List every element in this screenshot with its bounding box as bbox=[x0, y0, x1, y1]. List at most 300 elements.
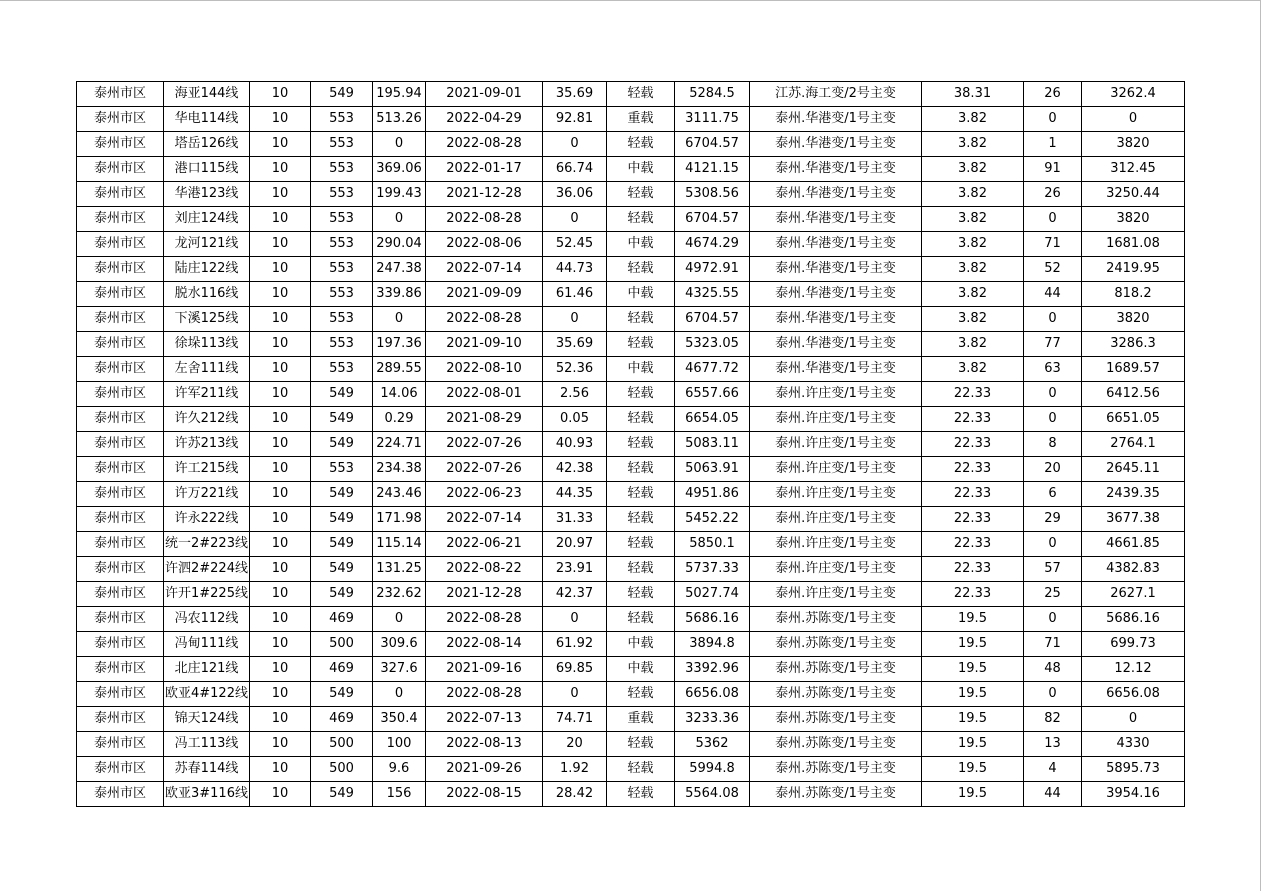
line-name-cell: 华电114线 bbox=[164, 107, 250, 132]
table-row bbox=[77, 657, 1185, 682]
remaining-cell: 3250.44 bbox=[1082, 182, 1185, 207]
substation-cell: 泰州.许庄变/1号主变 bbox=[750, 432, 922, 457]
voltage-cell: 10 bbox=[250, 707, 311, 732]
remaining-cell: 1689.57 bbox=[1082, 357, 1185, 382]
date-cell: 2022-08-28 bbox=[426, 307, 543, 332]
voltage-cell: 10 bbox=[250, 457, 311, 482]
table-row bbox=[77, 632, 1185, 657]
load-status-cell: 轻载 bbox=[607, 407, 675, 432]
capacity-cell: 549 bbox=[311, 507, 373, 532]
available-capacity-cell: 5308.56 bbox=[675, 182, 750, 207]
date-cell: 2022-08-14 bbox=[426, 632, 543, 657]
load-status-cell: 轻载 bbox=[607, 782, 675, 807]
table-row bbox=[77, 182, 1185, 207]
capacity-cell: 549 bbox=[311, 782, 373, 807]
capacity-cell: 553 bbox=[311, 157, 373, 182]
date-cell: 2022-08-22 bbox=[426, 557, 543, 582]
capacity-cell: 553 bbox=[311, 307, 373, 332]
line-name-cell: 陆庄122线 bbox=[164, 257, 250, 282]
voltage-cell: 10 bbox=[250, 257, 311, 282]
load-cell: 9.6 bbox=[373, 757, 426, 782]
line-name-cell: 左舍111线 bbox=[164, 357, 250, 382]
line-name-cell: 徐垛113线 bbox=[164, 332, 250, 357]
table-row bbox=[77, 557, 1185, 582]
substation-cell: 泰州.苏陈变/1号主变 bbox=[750, 682, 922, 707]
substation-value-cell: 3.82 bbox=[922, 207, 1024, 232]
table-row bbox=[77, 732, 1185, 757]
date-cell: 2021-09-09 bbox=[426, 282, 543, 307]
voltage-cell: 10 bbox=[250, 232, 311, 257]
count-cell: 44 bbox=[1024, 282, 1082, 307]
region-cell: 泰州市区 bbox=[77, 282, 164, 307]
substation-cell: 泰州.华港变/1号主变 bbox=[750, 232, 922, 257]
region-cell: 泰州市区 bbox=[77, 582, 164, 607]
load-cell: 234.38 bbox=[373, 457, 426, 482]
available-capacity-cell: 6704.57 bbox=[675, 207, 750, 232]
voltage-cell: 10 bbox=[250, 107, 311, 132]
load-rate-cell: 28.42 bbox=[543, 782, 607, 807]
date-cell: 2022-08-06 bbox=[426, 232, 543, 257]
voltage-cell: 10 bbox=[250, 482, 311, 507]
load-status-cell: 轻载 bbox=[607, 182, 675, 207]
load-cell: 0 bbox=[373, 207, 426, 232]
voltage-cell: 10 bbox=[250, 432, 311, 457]
capacity-cell: 500 bbox=[311, 632, 373, 657]
line-name-cell: 冯甸111线 bbox=[164, 632, 250, 657]
available-capacity-cell: 6704.57 bbox=[675, 132, 750, 157]
region-cell: 泰州市区 bbox=[77, 657, 164, 682]
substation-value-cell: 38.31 bbox=[922, 82, 1024, 107]
remaining-cell: 5895.73 bbox=[1082, 757, 1185, 782]
substation-cell: 泰州.许庄变/1号主变 bbox=[750, 507, 922, 532]
substation-value-cell: 3.82 bbox=[922, 282, 1024, 307]
date-cell: 2022-04-29 bbox=[426, 107, 543, 132]
count-cell: 4 bbox=[1024, 757, 1082, 782]
available-capacity-cell: 5323.05 bbox=[675, 332, 750, 357]
available-capacity-cell: 3894.8 bbox=[675, 632, 750, 657]
load-rate-cell: 61.92 bbox=[543, 632, 607, 657]
remaining-cell: 699.73 bbox=[1082, 632, 1185, 657]
count-cell: 71 bbox=[1024, 232, 1082, 257]
voltage-cell: 10 bbox=[250, 732, 311, 757]
region-cell: 泰州市区 bbox=[77, 482, 164, 507]
substation-value-cell: 3.82 bbox=[922, 307, 1024, 332]
load-status-cell: 轻载 bbox=[607, 207, 675, 232]
capacity-cell: 553 bbox=[311, 257, 373, 282]
remaining-cell: 4330 bbox=[1082, 732, 1185, 757]
capacity-cell: 549 bbox=[311, 557, 373, 582]
substation-value-cell: 3.82 bbox=[922, 232, 1024, 257]
line-name-cell: 刘庄124线 bbox=[164, 207, 250, 232]
remaining-cell: 3820 bbox=[1082, 207, 1185, 232]
voltage-cell: 10 bbox=[250, 607, 311, 632]
date-cell: 2021-09-16 bbox=[426, 657, 543, 682]
voltage-cell: 10 bbox=[250, 307, 311, 332]
voltage-cell: 10 bbox=[250, 182, 311, 207]
table-row bbox=[77, 282, 1185, 307]
load-cell: 289.55 bbox=[373, 357, 426, 382]
count-cell: 63 bbox=[1024, 357, 1082, 382]
region-cell: 泰州市区 bbox=[77, 507, 164, 532]
substation-value-cell: 22.33 bbox=[922, 532, 1024, 557]
load-cell: 115.14 bbox=[373, 532, 426, 557]
capacity-cell: 553 bbox=[311, 232, 373, 257]
voltage-cell: 10 bbox=[250, 382, 311, 407]
capacity-cell: 553 bbox=[311, 132, 373, 157]
count-cell: 13 bbox=[1024, 732, 1082, 757]
load-status-cell: 重载 bbox=[607, 107, 675, 132]
load-rate-cell: 52.36 bbox=[543, 357, 607, 382]
load-rate-cell: 0 bbox=[543, 607, 607, 632]
voltage-cell: 10 bbox=[250, 757, 311, 782]
load-status-cell: 中载 bbox=[607, 282, 675, 307]
date-cell: 2022-08-15 bbox=[426, 782, 543, 807]
load-rate-cell: 0 bbox=[543, 132, 607, 157]
substation-value-cell: 22.33 bbox=[922, 557, 1024, 582]
remaining-cell: 312.45 bbox=[1082, 157, 1185, 182]
date-cell: 2022-07-26 bbox=[426, 432, 543, 457]
available-capacity-cell: 5284.5 bbox=[675, 82, 750, 107]
substation-value-cell: 22.33 bbox=[922, 582, 1024, 607]
region-cell: 泰州市区 bbox=[77, 332, 164, 357]
capacity-cell: 500 bbox=[311, 757, 373, 782]
line-name-cell: 统一2#223线 bbox=[164, 532, 250, 557]
load-rate-cell: 0 bbox=[543, 307, 607, 332]
line-name-cell: 许永222线 bbox=[164, 507, 250, 532]
substation-value-cell: 19.5 bbox=[922, 607, 1024, 632]
table-row bbox=[77, 432, 1185, 457]
substation-cell: 泰州.许庄变/1号主变 bbox=[750, 382, 922, 407]
count-cell: 0 bbox=[1024, 307, 1082, 332]
load-rate-cell: 74.71 bbox=[543, 707, 607, 732]
date-cell: 2022-07-14 bbox=[426, 257, 543, 282]
load-cell: 0 bbox=[373, 682, 426, 707]
load-status-cell: 重载 bbox=[607, 707, 675, 732]
substation-value-cell: 3.82 bbox=[922, 257, 1024, 282]
remaining-cell: 818.2 bbox=[1082, 282, 1185, 307]
substation-value-cell: 3.82 bbox=[922, 107, 1024, 132]
capacity-cell: 549 bbox=[311, 432, 373, 457]
region-cell: 泰州市区 bbox=[77, 682, 164, 707]
line-name-cell: 许万221线 bbox=[164, 482, 250, 507]
count-cell: 0 bbox=[1024, 607, 1082, 632]
load-cell: 350.4 bbox=[373, 707, 426, 732]
available-capacity-cell: 4325.55 bbox=[675, 282, 750, 307]
available-capacity-cell: 4121.15 bbox=[675, 157, 750, 182]
line-name-cell: 锦天124线 bbox=[164, 707, 250, 732]
available-capacity-cell: 6557.66 bbox=[675, 382, 750, 407]
line-name-cell: 北庄121线 bbox=[164, 657, 250, 682]
line-name-cell: 许工215线 bbox=[164, 457, 250, 482]
substation-value-cell: 19.5 bbox=[922, 732, 1024, 757]
substation-value-cell: 19.5 bbox=[922, 757, 1024, 782]
voltage-cell: 10 bbox=[250, 582, 311, 607]
date-cell: 2021-12-28 bbox=[426, 582, 543, 607]
table-row bbox=[77, 782, 1185, 807]
count-cell: 1 bbox=[1024, 132, 1082, 157]
load-rate-cell: 40.93 bbox=[543, 432, 607, 457]
table-row bbox=[77, 407, 1185, 432]
region-cell: 泰州市区 bbox=[77, 107, 164, 132]
table-row bbox=[77, 682, 1185, 707]
load-status-cell: 轻载 bbox=[607, 457, 675, 482]
capacity-cell: 549 bbox=[311, 482, 373, 507]
load-rate-cell: 31.33 bbox=[543, 507, 607, 532]
substation-cell: 泰州.华港变/1号主变 bbox=[750, 182, 922, 207]
table-body bbox=[77, 82, 1185, 807]
available-capacity-cell: 5737.33 bbox=[675, 557, 750, 582]
substation-cell: 泰州.许庄变/1号主变 bbox=[750, 582, 922, 607]
line-name-cell: 苏春114线 bbox=[164, 757, 250, 782]
load-status-cell: 中载 bbox=[607, 657, 675, 682]
line-name-cell: 许苏213线 bbox=[164, 432, 250, 457]
region-cell: 泰州市区 bbox=[77, 182, 164, 207]
substation-cell: 泰州.苏陈变/1号主变 bbox=[750, 657, 922, 682]
table-row bbox=[77, 132, 1185, 157]
available-capacity-cell: 6704.57 bbox=[675, 307, 750, 332]
substation-cell: 泰州.华港变/1号主变 bbox=[750, 307, 922, 332]
load-cell: 100 bbox=[373, 732, 426, 757]
date-cell: 2022-08-13 bbox=[426, 732, 543, 757]
load-rate-cell: 23.91 bbox=[543, 557, 607, 582]
capacity-cell: 553 bbox=[311, 282, 373, 307]
substation-cell: 泰州.苏陈变/1号主变 bbox=[750, 707, 922, 732]
line-name-cell: 欧亚4#122线 bbox=[164, 682, 250, 707]
date-cell: 2022-08-28 bbox=[426, 132, 543, 157]
load-cell: 339.86 bbox=[373, 282, 426, 307]
date-cell: 2022-08-28 bbox=[426, 207, 543, 232]
remaining-cell: 2439.35 bbox=[1082, 482, 1185, 507]
region-cell: 泰州市区 bbox=[77, 382, 164, 407]
date-cell: 2022-08-10 bbox=[426, 357, 543, 382]
load-status-cell: 轻载 bbox=[607, 532, 675, 557]
load-rate-cell: 61.46 bbox=[543, 282, 607, 307]
region-cell: 泰州市区 bbox=[77, 257, 164, 282]
count-cell: 20 bbox=[1024, 457, 1082, 482]
load-status-cell: 轻载 bbox=[607, 382, 675, 407]
capacity-cell: 553 bbox=[311, 457, 373, 482]
line-name-cell: 下溪125线 bbox=[164, 307, 250, 332]
load-rate-cell: 44.35 bbox=[543, 482, 607, 507]
load-cell: 131.25 bbox=[373, 557, 426, 582]
voltage-cell: 10 bbox=[250, 682, 311, 707]
load-status-cell: 轻载 bbox=[607, 557, 675, 582]
date-cell: 2022-07-14 bbox=[426, 507, 543, 532]
substation-value-cell: 3.82 bbox=[922, 332, 1024, 357]
count-cell: 82 bbox=[1024, 707, 1082, 732]
available-capacity-cell: 4951.86 bbox=[675, 482, 750, 507]
available-capacity-cell: 6654.05 bbox=[675, 407, 750, 432]
count-cell: 52 bbox=[1024, 257, 1082, 282]
count-cell: 29 bbox=[1024, 507, 1082, 532]
load-rate-cell: 42.38 bbox=[543, 457, 607, 482]
count-cell: 8 bbox=[1024, 432, 1082, 457]
remaining-cell: 3262.4 bbox=[1082, 82, 1185, 107]
data-table bbox=[76, 81, 1185, 807]
available-capacity-cell: 4972.91 bbox=[675, 257, 750, 282]
line-name-cell: 冯工113线 bbox=[164, 732, 250, 757]
region-cell: 泰州市区 bbox=[77, 357, 164, 382]
voltage-cell: 10 bbox=[250, 532, 311, 557]
load-status-cell: 中载 bbox=[607, 357, 675, 382]
count-cell: 0 bbox=[1024, 682, 1082, 707]
load-cell: 171.98 bbox=[373, 507, 426, 532]
load-rate-cell: 0 bbox=[543, 682, 607, 707]
substation-cell: 泰州.苏陈变/1号主变 bbox=[750, 782, 922, 807]
count-cell: 0 bbox=[1024, 107, 1082, 132]
date-cell: 2022-06-21 bbox=[426, 532, 543, 557]
table-row bbox=[77, 107, 1185, 132]
count-cell: 0 bbox=[1024, 207, 1082, 232]
load-status-cell: 中载 bbox=[607, 632, 675, 657]
substation-cell: 泰州.苏陈变/1号主变 bbox=[750, 632, 922, 657]
substation-value-cell: 19.5 bbox=[922, 657, 1024, 682]
date-cell: 2022-07-26 bbox=[426, 457, 543, 482]
region-cell: 泰州市区 bbox=[77, 632, 164, 657]
region-cell: 泰州市区 bbox=[77, 232, 164, 257]
substation-cell: 泰州.华港变/1号主变 bbox=[750, 132, 922, 157]
substation-cell: 泰州.许庄变/1号主变 bbox=[750, 482, 922, 507]
date-cell: 2022-08-28 bbox=[426, 607, 543, 632]
count-cell: 0 bbox=[1024, 382, 1082, 407]
remaining-cell: 2419.95 bbox=[1082, 257, 1185, 282]
voltage-cell: 10 bbox=[250, 657, 311, 682]
substation-value-cell: 19.5 bbox=[922, 782, 1024, 807]
count-cell: 0 bbox=[1024, 407, 1082, 432]
count-cell: 25 bbox=[1024, 582, 1082, 607]
count-cell: 91 bbox=[1024, 157, 1082, 182]
voltage-cell: 10 bbox=[250, 357, 311, 382]
load-cell: 197.36 bbox=[373, 332, 426, 357]
substation-cell: 泰州.许庄变/1号主变 bbox=[750, 557, 922, 582]
count-cell: 77 bbox=[1024, 332, 1082, 357]
load-status-cell: 轻载 bbox=[607, 82, 675, 107]
substation-value-cell: 19.5 bbox=[922, 707, 1024, 732]
table-row bbox=[77, 382, 1185, 407]
load-status-cell: 轻载 bbox=[607, 482, 675, 507]
available-capacity-cell: 6656.08 bbox=[675, 682, 750, 707]
table-row bbox=[77, 507, 1185, 532]
available-capacity-cell: 5452.22 bbox=[675, 507, 750, 532]
region-cell: 泰州市区 bbox=[77, 432, 164, 457]
table-row bbox=[77, 207, 1185, 232]
region-cell: 泰州市区 bbox=[77, 732, 164, 757]
substation-value-cell: 22.33 bbox=[922, 457, 1024, 482]
capacity-cell: 553 bbox=[311, 182, 373, 207]
table-row bbox=[77, 482, 1185, 507]
substation-cell: 泰州.华港变/1号主变 bbox=[750, 282, 922, 307]
substation-value-cell: 22.33 bbox=[922, 407, 1024, 432]
load-rate-cell: 0 bbox=[543, 207, 607, 232]
remaining-cell: 2764.1 bbox=[1082, 432, 1185, 457]
remaining-cell: 3820 bbox=[1082, 307, 1185, 332]
substation-value-cell: 3.82 bbox=[922, 157, 1024, 182]
line-name-cell: 许久212线 bbox=[164, 407, 250, 432]
substation-value-cell: 3.82 bbox=[922, 357, 1024, 382]
remaining-cell: 2645.11 bbox=[1082, 457, 1185, 482]
load-status-cell: 轻载 bbox=[607, 507, 675, 532]
table-row bbox=[77, 332, 1185, 357]
load-status-cell: 轻载 bbox=[607, 732, 675, 757]
date-cell: 2021-09-10 bbox=[426, 332, 543, 357]
load-cell: 0 bbox=[373, 607, 426, 632]
voltage-cell: 10 bbox=[250, 132, 311, 157]
line-name-cell: 欧亚3#116线 bbox=[164, 782, 250, 807]
table-row bbox=[77, 257, 1185, 282]
line-name-cell: 龙河121线 bbox=[164, 232, 250, 257]
capacity-cell: 469 bbox=[311, 607, 373, 632]
available-capacity-cell: 4674.29 bbox=[675, 232, 750, 257]
remaining-cell: 4661.85 bbox=[1082, 532, 1185, 557]
region-cell: 泰州市区 bbox=[77, 82, 164, 107]
table-row bbox=[77, 532, 1185, 557]
date-cell: 2022-08-28 bbox=[426, 682, 543, 707]
load-rate-cell: 92.81 bbox=[543, 107, 607, 132]
load-cell: 243.46 bbox=[373, 482, 426, 507]
load-status-cell: 轻载 bbox=[607, 757, 675, 782]
capacity-cell: 549 bbox=[311, 682, 373, 707]
load-cell: 247.38 bbox=[373, 257, 426, 282]
count-cell: 0 bbox=[1024, 532, 1082, 557]
available-capacity-cell: 3233.36 bbox=[675, 707, 750, 732]
count-cell: 6 bbox=[1024, 482, 1082, 507]
region-cell: 泰州市区 bbox=[77, 207, 164, 232]
substation-cell: 泰州.苏陈变/1号主变 bbox=[750, 607, 922, 632]
substation-value-cell: 22.33 bbox=[922, 432, 1024, 457]
date-cell: 2021-08-29 bbox=[426, 407, 543, 432]
substation-cell: 泰州.苏陈变/1号主变 bbox=[750, 757, 922, 782]
available-capacity-cell: 3392.96 bbox=[675, 657, 750, 682]
load-status-cell: 中载 bbox=[607, 157, 675, 182]
available-capacity-cell: 3111.75 bbox=[675, 107, 750, 132]
line-name-cell: 塔岳126线 bbox=[164, 132, 250, 157]
count-cell: 57 bbox=[1024, 557, 1082, 582]
load-cell: 327.6 bbox=[373, 657, 426, 682]
voltage-cell: 10 bbox=[250, 282, 311, 307]
region-cell: 泰州市区 bbox=[77, 532, 164, 557]
capacity-cell: 469 bbox=[311, 707, 373, 732]
load-rate-cell: 52.45 bbox=[543, 232, 607, 257]
voltage-cell: 10 bbox=[250, 207, 311, 232]
capacity-cell: 553 bbox=[311, 357, 373, 382]
capacity-cell: 549 bbox=[311, 532, 373, 557]
substation-value-cell: 3.82 bbox=[922, 182, 1024, 207]
line-name-cell: 许泗2#224线 bbox=[164, 557, 250, 582]
table-row bbox=[77, 307, 1185, 332]
available-capacity-cell: 5994.8 bbox=[675, 757, 750, 782]
substation-value-cell: 22.33 bbox=[922, 507, 1024, 532]
remaining-cell: 6656.08 bbox=[1082, 682, 1185, 707]
voltage-cell: 10 bbox=[250, 632, 311, 657]
table-row bbox=[77, 82, 1185, 107]
line-name-cell: 脱水116线 bbox=[164, 282, 250, 307]
substation-cell: 泰州.华港变/1号主变 bbox=[750, 107, 922, 132]
remaining-cell: 3286.3 bbox=[1082, 332, 1185, 357]
line-name-cell: 冯农112线 bbox=[164, 607, 250, 632]
capacity-cell: 553 bbox=[311, 107, 373, 132]
load-rate-cell: 1.92 bbox=[543, 757, 607, 782]
available-capacity-cell: 5063.91 bbox=[675, 457, 750, 482]
available-capacity-cell: 5564.08 bbox=[675, 782, 750, 807]
load-status-cell: 轻载 bbox=[607, 132, 675, 157]
load-cell: 369.06 bbox=[373, 157, 426, 182]
load-status-cell: 轻载 bbox=[607, 332, 675, 357]
region-cell: 泰州市区 bbox=[77, 607, 164, 632]
load-rate-cell: 0.05 bbox=[543, 407, 607, 432]
count-cell: 26 bbox=[1024, 182, 1082, 207]
voltage-cell: 10 bbox=[250, 557, 311, 582]
capacity-cell: 549 bbox=[311, 382, 373, 407]
